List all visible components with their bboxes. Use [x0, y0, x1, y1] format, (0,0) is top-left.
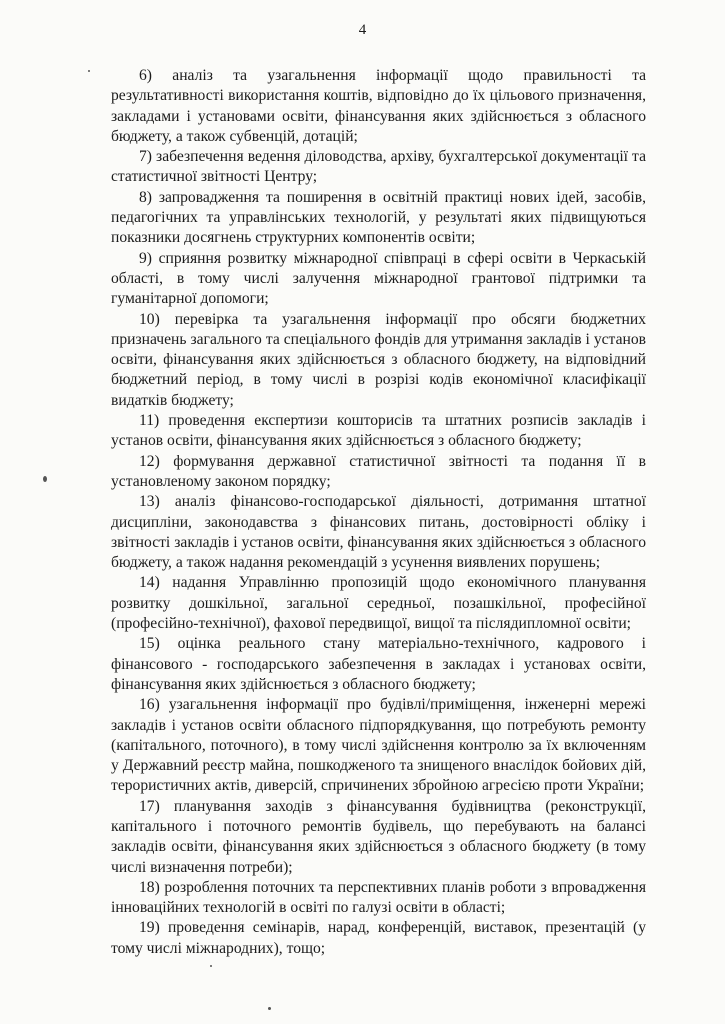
list-item-8: 8) запровадження та поширення в освітній практиці нових ідей, засобів, педагогічних та управлінських технологій, у результаті яких підвищуються показники досягнень структурних компонентів освіти; — [111, 188, 646, 247]
list-item-15: 15) оцінка реального стану матеріально-технічного, кадрового і фінансового - господарського забезпечення в закладах і установах освіти, фінансування яких здійснюється з обласного бюджету; — [111, 635, 646, 693]
list-item-9: 9) сприяння розвитку міжнародної співпраці в сфері освіти в Черкаській області, в тому числі залучення міжнародної грантової підтримки та гуманітарної допомоги; — [111, 249, 646, 308]
scan-speck — [268, 1007, 271, 1010]
list-item-17: 17) планування заходів з фінансування будівництва (реконструкції, капітального і поточного ремонтів будівель, що перебувають на балансі закладів освіти, фінансування яких здійснюється з обласного бюджету (в тому числі визначення потреби); — [111, 797, 646, 876]
list-item-6: 6) аналіз та узагальнення інформації щодо правильності та результативності використання коштів, відповідно до їх цільового призначення, закладами і установами освіти, фінансування яких здійснюється з обласного бюджету, а також субвенцій, дотацій; — [111, 67, 646, 145]
document-body — [111, 66, 646, 959]
list-item-18: 18) розроблення поточних та перспективних планів роботи з впровадження інноваційних технологій в освіті по галузі освіти в області; — [111, 878, 646, 917]
scan-speck — [43, 476, 47, 482]
list-item-10: 10) перевірка та узагальнення інформації про обсяги бюджетних призначень загального та спеціального фондів для утримання закладів і установ освіти, фінансування яких здійснюється з обласного бюджету, на відповідний бюджетний період, в тому числі в розрізі кодів економічної класифікації видатків бюджету; — [111, 310, 646, 409]
list-item-12: 12) формування державної статистичної звітності та подання її в установленому законом порядку; — [111, 452, 646, 490]
list-item-14: 14) надання Управлінню пропозицій щодо економічного планування розвитку дошкільної, загальної середньої, позашкільної, професійної (професійно-технічної), фахової передвищої, вищої та післядипломної освіти; — [111, 574, 646, 633]
list-item-19: 19) проведення семінарів, нарад, конференцій, виставок, презентацій (у тому числі міжнародних), тощо; — [111, 919, 646, 957]
scan-speck — [88, 70, 90, 72]
list-item-11: 11) проведення експертизи кошторисів та штатних розписів закладів і установ освіти, фінансування яких здійснюється з обласного бюджету; — [111, 412, 646, 450]
list-item-7: 7) забезпечення ведення діловодства, архіву, бухгалтерської документації та статистичної звітності Центру; — [111, 148, 646, 186]
list-item-13: 13) аналіз фінансово-господарської діяльності, дотримання штатної дисципліни, законодавства з фінансових питань, достовірності обліку і звітності закладів і установ освіти, фінансування яких здійснюється з обласного бюджету, а також надання рекомендацій з усунення виявлених порушень; — [111, 493, 646, 572]
scan-speck — [210, 965, 212, 967]
page-number: 4 — [358, 22, 367, 38]
list-item-16: 16) узагальнення інформації про будівлі/приміщення, інженерні мережі закладів і установ освіти обласного підпорядкування, що потребують ремонту (капітального, поточного), в тому числі здійснення контролю за їх включенням у Державний реєстр майна, пошкодженого та знищеного внаслідок бойових дій, терористичних актів, диверсій, спричинених збройною агресією проти України; — [111, 696, 646, 795]
